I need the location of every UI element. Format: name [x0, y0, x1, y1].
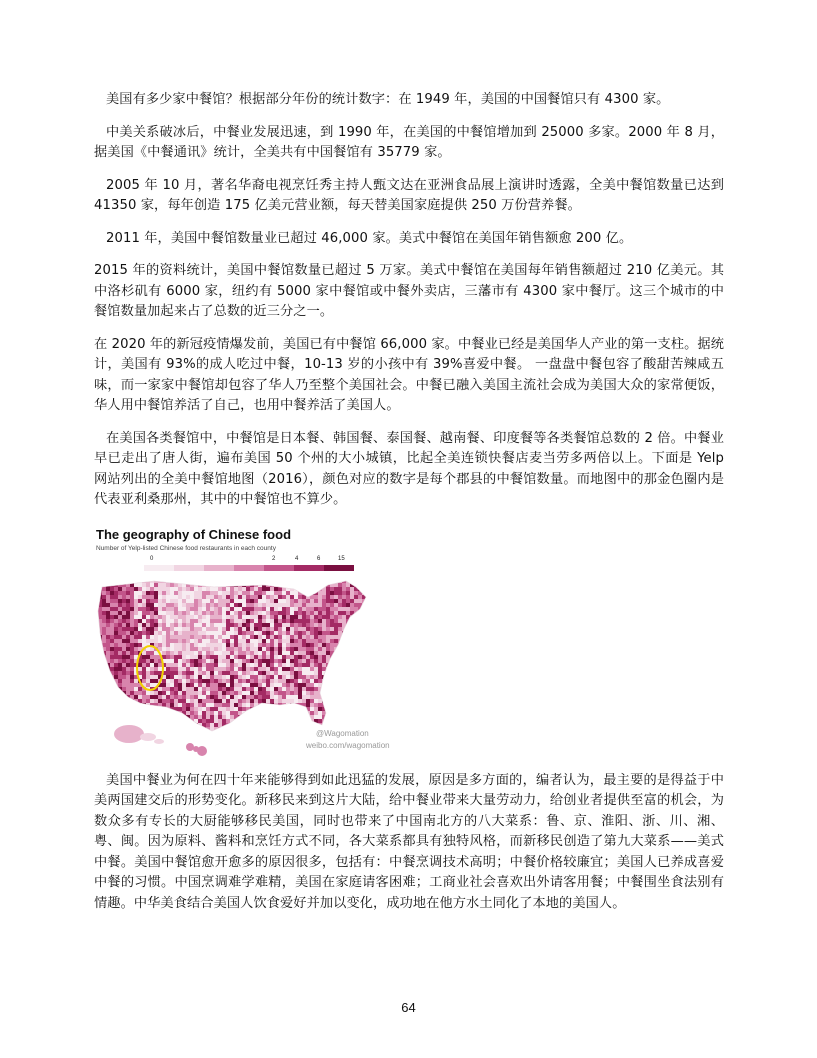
paragraph-2005: 2005 年 10 月，著名华裔电视烹饪秀主持人甄文达在亚洲食品展上演讲时透露，全美中餐馆数量已达到 41350 家，每年创造 175 亿美元营业额，每天替美国家庭提供 250 万份营养餐。	[94, 177, 724, 213]
legend-swatch	[234, 565, 264, 571]
paragraph-2020: 在 2020 年的新冠疫情爆发前，美国已有中餐馆 66,000 家。中餐业已经是美国华人产业的第一支柱。据统计，美国有 93%的成人吃过中餐，10-13 岁的小孩中有 39%喜爱中餐。 一盘盘中餐包容了酸甜苦辣咸五味，而一家家中餐馆却包容了华人乃至整个美国社会。中餐已融入美国主流社会成为美国大众的家常便饭，华人用中餐馆养活了自己，也用中餐养活了美国人。	[94, 336, 724, 413]
legend-label-0: 0	[150, 555, 154, 562]
legend-labels	[144, 555, 354, 565]
legend-label-6: 6	[317, 555, 321, 562]
legend-label-4: 4	[295, 555, 299, 562]
paragraph-2015: 2015 年的资料统计，美国中餐馆数量已超过 5 万家。美式中餐馆在美国每年销售额超过 210 亿美元。其中洛杉矶有 6000 家，纽约有 5000 家中餐馆或中餐外卖店，三藩市有 4300 家中餐厅。这三个城市的中餐馆数量加起来占了总数的近三分之一。	[94, 263, 724, 319]
legend-swatch	[294, 565, 324, 571]
paragraph-restaurant-types: 在美国各类餐馆中，中餐馆是日本餐、韩国餐、泰国餐、越南餐、印度餐等各类餐馆总数的 2 倍。中餐业早已走出了唐人街，遍布美国 50 个州的大小城镇，比起全美连锁快餐店麦当劳多两倍以上。下面是 Yelp 网站列出的全美中餐馆地图（2016），颜色对应的数字是每个郡县的中餐馆数量。而地图中的那金色圈内是代表亚利桑那州，其中的中餐馆也不算少。	[94, 430, 724, 507]
paragraph-2011: 2011 年，美国中餐馆数量业已超过 46,000 家。美式中餐馆在美国年销售额愈 200 亿。	[106, 230, 633, 246]
watermark-handle: @Wagomation	[316, 728, 369, 738]
legend-swatch	[144, 565, 174, 571]
paragraph-growth-reasons: 美国中餐业为何在四十年来能够得到如此迅猛的发展，原因是多方面的，编者认为，最主要的是得益于中美两国建交后的形势变化。新移民来到这片大陆，给中餐业带来大量劳动力，给创业者提供至富的机会，为数众多有专长的大厨能够移民美国，同时也带来了中国南北方的八大菜系：鲁、京、淮阳、浙、川、湘、粤、闽。因为原料、酱料和烹饪方式不同，各大菜系都具有独特风格，而新移民创造了第九大菜系——美式中餐。美国中餐馆愈开愈多的原因很多，包括有：中餐烹调技术高明；中餐价格较廉宜；美国人已养成喜爱中餐的习惯。中国烹调难学难精，美国在家庭请客困难；工商业社会喜欢出外请客用餐；中餐围坐食法别有情趣。中华美食结合美国人饮食爱好并加以变化，成功地在他方水土同化了本地的美国人。	[94, 772, 724, 911]
legend-swatch	[204, 565, 234, 571]
figure-subtitle: Number of Yelp-listed Chinese food restaurants in each county	[96, 544, 276, 552]
document-page	[94, 90, 724, 926]
paragraph-1949: 美国有多少家中餐馆？根据部分年份的统计数字：在 1949 年，美国的中国餐馆只有 4300 家。	[106, 92, 670, 107]
watermark-url: weibo.com/wagomation	[306, 740, 390, 750]
paragraph-1990-2000: 中美关系破冰后，中餐业发展迅速，到 1990 年，在美国的中餐馆增加到 25000 多家。2000 年 8 月，据美国《中餐通讯》统计，全美共有中国餐馆有 35779 家。	[94, 124, 724, 160]
legend-label-2: 2	[272, 555, 276, 562]
chinese-food-map-figure	[94, 523, 390, 759]
legend-color-bar	[144, 565, 354, 571]
legend-swatch	[174, 565, 204, 571]
map-legend	[144, 555, 354, 571]
legend-swatch	[324, 565, 354, 571]
page-number: 64	[401, 1000, 416, 1015]
figure-title: The geography of Chinese food	[96, 526, 292, 542]
legend-swatch	[264, 565, 294, 571]
legend-label-15: 15	[338, 555, 345, 562]
